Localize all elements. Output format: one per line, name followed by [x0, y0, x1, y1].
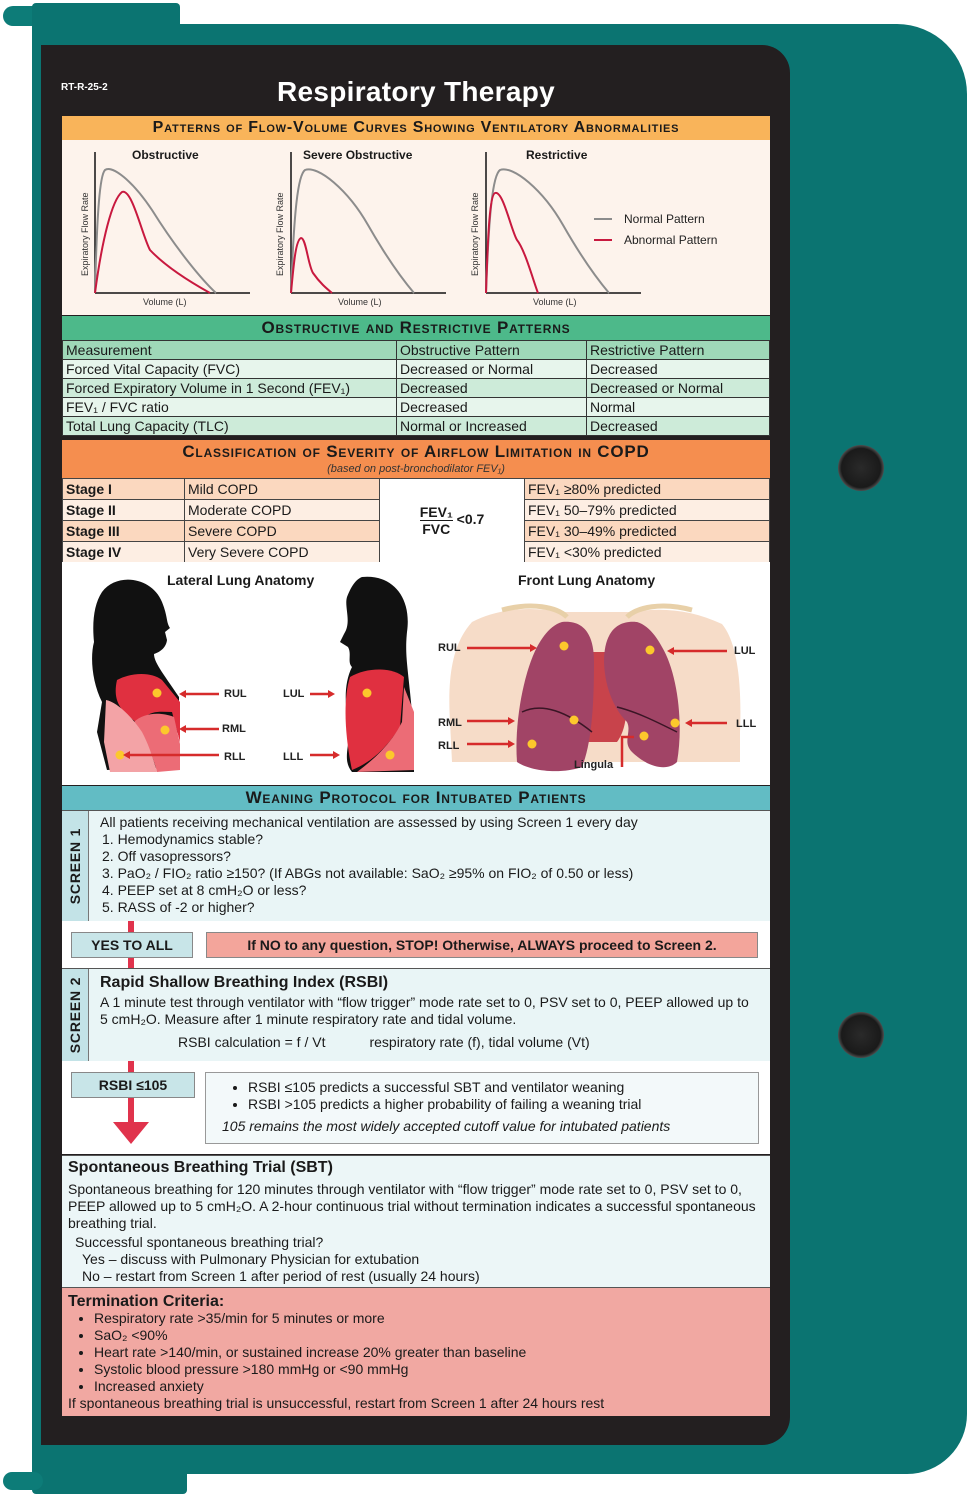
- rsbi-info-box: [205, 1072, 759, 1144]
- label-front-lingula: Lingula: [574, 759, 614, 771]
- chart-title: Obstructive: [132, 148, 199, 162]
- table-row: Forced Expiratory Volume in 1 Second (FEV₁) Decreased Decreased or Normal: [63, 379, 770, 398]
- chart-legend: [594, 208, 717, 250]
- label-lll: LLL: [283, 751, 304, 763]
- label-front-lul: LUL: [734, 645, 756, 657]
- screen-1: [62, 810, 770, 922]
- screen-1-item: 1. Hemodynamics stable?: [102, 831, 264, 847]
- termination-section: [62, 1287, 770, 1416]
- x-axis-label: Volume (L): [143, 297, 187, 307]
- termination-title: Termination Criteria:: [68, 1293, 225, 1310]
- clipboard-hinge-bottom: [3, 1472, 43, 1490]
- weaning-header: Weaning Protocol for Intubated Patients: [62, 786, 770, 810]
- flow-curves-header: Patterns of Flow-Volume Curves Showing Ventilatory Abnormalities: [62, 116, 770, 141]
- label-rll: RLL: [224, 751, 246, 763]
- copd-header: Classification of Severity of Airflow Limitation in COPD (based on post-bronchodilator FEV₁): [62, 440, 770, 478]
- chart-title: Severe Obstructive: [303, 148, 413, 162]
- stop-note-box: If NO to any question, STOP! Otherwise, ALWAYS proceed to Screen 2.: [206, 932, 758, 958]
- screen-2-tab: SCREEN 2: [62, 969, 89, 1061]
- obs-restrictive-header: Obstructive and Restrictive Patterns: [62, 316, 770, 340]
- severe-obstructive-chart: [288, 150, 448, 296]
- column-header: Measurement: [63, 341, 397, 360]
- yes-to-all-box: YES TO ALL: [71, 932, 193, 958]
- x-axis-label: Volume (L): [338, 297, 382, 307]
- termination-item: • Respiratory rate >35/min for 5 minutes or more: [94, 1310, 526, 1327]
- y-axis-label: Expiratory Flow Rate: [275, 192, 285, 276]
- copd-table: [62, 478, 770, 563]
- y-axis-label: Expiratory Flow Rate: [80, 192, 90, 276]
- sbt-yes: Yes – discuss with Pulmonary Physician for extubation: [82, 1251, 420, 1267]
- rsbi-calc-legend: respiratory rate (f), tidal volume (Vt): [369, 1034, 590, 1050]
- table-row: Stage IV Very Severe COPD FEV₁ <30% predicted: [63, 542, 770, 563]
- column-header: Restrictive Pattern: [587, 341, 770, 360]
- screen-1-tab: SCREEN 1: [62, 811, 89, 921]
- termination-list: [68, 1310, 526, 1395]
- screen-2: [62, 968, 770, 1062]
- sbt-no: No – restart from Screen 1 after period of rest (usually 24 hours): [82, 1268, 480, 1284]
- sbt-section: [62, 1155, 770, 1287]
- x-axis-label: Volume (L): [533, 297, 577, 307]
- binder-hole-icon: [838, 1012, 884, 1058]
- label-front-lll: LLL: [736, 718, 757, 730]
- screen-1-item: 2. Off vasopressors?: [102, 848, 231, 864]
- label-front-rul: RUL: [438, 642, 461, 654]
- label-rul: RUL: [224, 688, 247, 700]
- table-row: FEV₁ / FVC ratio Decreased Normal: [63, 398, 770, 417]
- sbt-title: Spontaneous Breathing Trial (SBT): [68, 1159, 333, 1176]
- table-row: Stage III Severe COPD FEV₁ 30–49% predicted: [63, 521, 770, 542]
- termination-footer: If spontaneous breathing trial is unsuccessful, restart from Screen 1 after 24 hours rest: [68, 1395, 605, 1411]
- screen-2-body: A 1 minute test through ventilator with “flow trigger” mode rate set to 0, PSV set to 0, PEEP allowed up to 5 cmH₂O. Measure after 1 minute respiratory rate and tidal volume.: [100, 994, 749, 1027]
- legend-swatch-icon: [594, 218, 612, 220]
- label-front-rll: RLL: [438, 740, 460, 752]
- table-row: Total Lung Capacity (TLC) Normal or Increased Decreased: [63, 417, 770, 436]
- obs-restrictive-table: [62, 340, 770, 436]
- termination-item: • SaO₂ <90%: [94, 1327, 526, 1344]
- label-lul: LUL: [283, 688, 305, 700]
- card-code: RT-R-25-2: [61, 82, 108, 93]
- legend-normal: Normal Pattern: [594, 208, 717, 229]
- front-anatomy-title: Front Lung Anatomy: [518, 572, 656, 588]
- chart-title: Restrictive: [526, 148, 588, 162]
- screen-1-item: 5. RASS of -2 or higher?: [102, 899, 255, 915]
- down-arrow-icon: [113, 1122, 149, 1144]
- label-rml: RML: [222, 723, 246, 735]
- rsbi-threshold-box: RSBI ≤105: [71, 1072, 195, 1098]
- lateral-anatomy-title: Lateral Lung Anatomy: [167, 572, 315, 588]
- y-axis-label: Expiratory Flow Rate: [470, 192, 480, 276]
- sbt-question: Successful spontaneous breathing trial?: [75, 1234, 324, 1250]
- rsbi-note: 105 remains the most widely accepted cutoff value for intubated patients: [222, 1118, 671, 1134]
- screen-1-intro: All patients receiving mechanical ventilation are assessed by using Screen 1 every day: [100, 814, 638, 830]
- sbt-body: Spontaneous breathing for 120 minutes through ventilator with “flow trigger” mode rate set to 0, PSV set to 0, PEEP allowed up to 5 cmH₂O. A 2-hour continuous trial without termination indicates a successful spontaneous breathing trial.: [68, 1181, 756, 1231]
- legend-swatch-icon: [594, 239, 612, 241]
- fev1-fvc-ratio: $\frac{\text{FEV₁}}{\text{FVC}}$ <0.7: [380, 479, 525, 563]
- clipboard-tab-bottom: [32, 1460, 187, 1494]
- binder-hole-icon: [838, 445, 884, 491]
- front-lung-illustration: [422, 562, 770, 785]
- page-title: Respiratory Therapy: [276, 76, 556, 107]
- label-front-rml: RML: [438, 717, 462, 729]
- flow-curves-panel: [62, 140, 770, 315]
- table-header-row: [63, 341, 770, 360]
- anatomy-panel: [62, 562, 770, 785]
- legend-abnormal: Abnormal Pattern: [594, 229, 717, 250]
- rsbi-calculation: RSBI calculation = f / Vt: [178, 1034, 326, 1050]
- rsbi-bullet: • RSBI >105 predicts a higher probability of failing a weaning trial: [248, 1096, 758, 1113]
- column-header: Obstructive Pattern: [397, 341, 587, 360]
- table-row: Stage II Moderate COPD FEV₁ 50–79% predicted: [63, 500, 770, 521]
- copd-subheader: (based on post-bronchodilator FEV₁): [327, 463, 505, 475]
- screen-2-title: Rapid Shallow Breathing Index (RSBI): [100, 974, 389, 991]
- screen-1-item: 4. PEEP set at 8 cmH₂O or less?: [102, 882, 307, 898]
- table-row: Stage I Mild COPD $\frac{\text{FEV₁}}{\text{FVC}}$ <0.7 FEV₁ ≥80% predicted: [63, 479, 770, 500]
- screen-1-item: 3. PaO₂ / FIO₂ ratio ≥150? (If ABGs not available: SaO₂ ≥95% on FIO₂ of 0.50 or less): [102, 865, 634, 881]
- termination-item: • Systolic blood pressure >180 mmHg or <90 mmHg: [94, 1361, 526, 1378]
- termination-item: • Increased anxiety: [94, 1378, 526, 1395]
- obstructive-chart: [92, 150, 252, 296]
- table-row: Forced Vital Capacity (FVC) Decreased or Normal Decreased: [63, 360, 770, 379]
- rsbi-bullet: • RSBI ≤105 predicts a successful SBT and ventilator weaning: [248, 1079, 758, 1096]
- termination-item: • Heart rate >140/min, or sustained increase 20% greater than baseline: [94, 1344, 526, 1361]
